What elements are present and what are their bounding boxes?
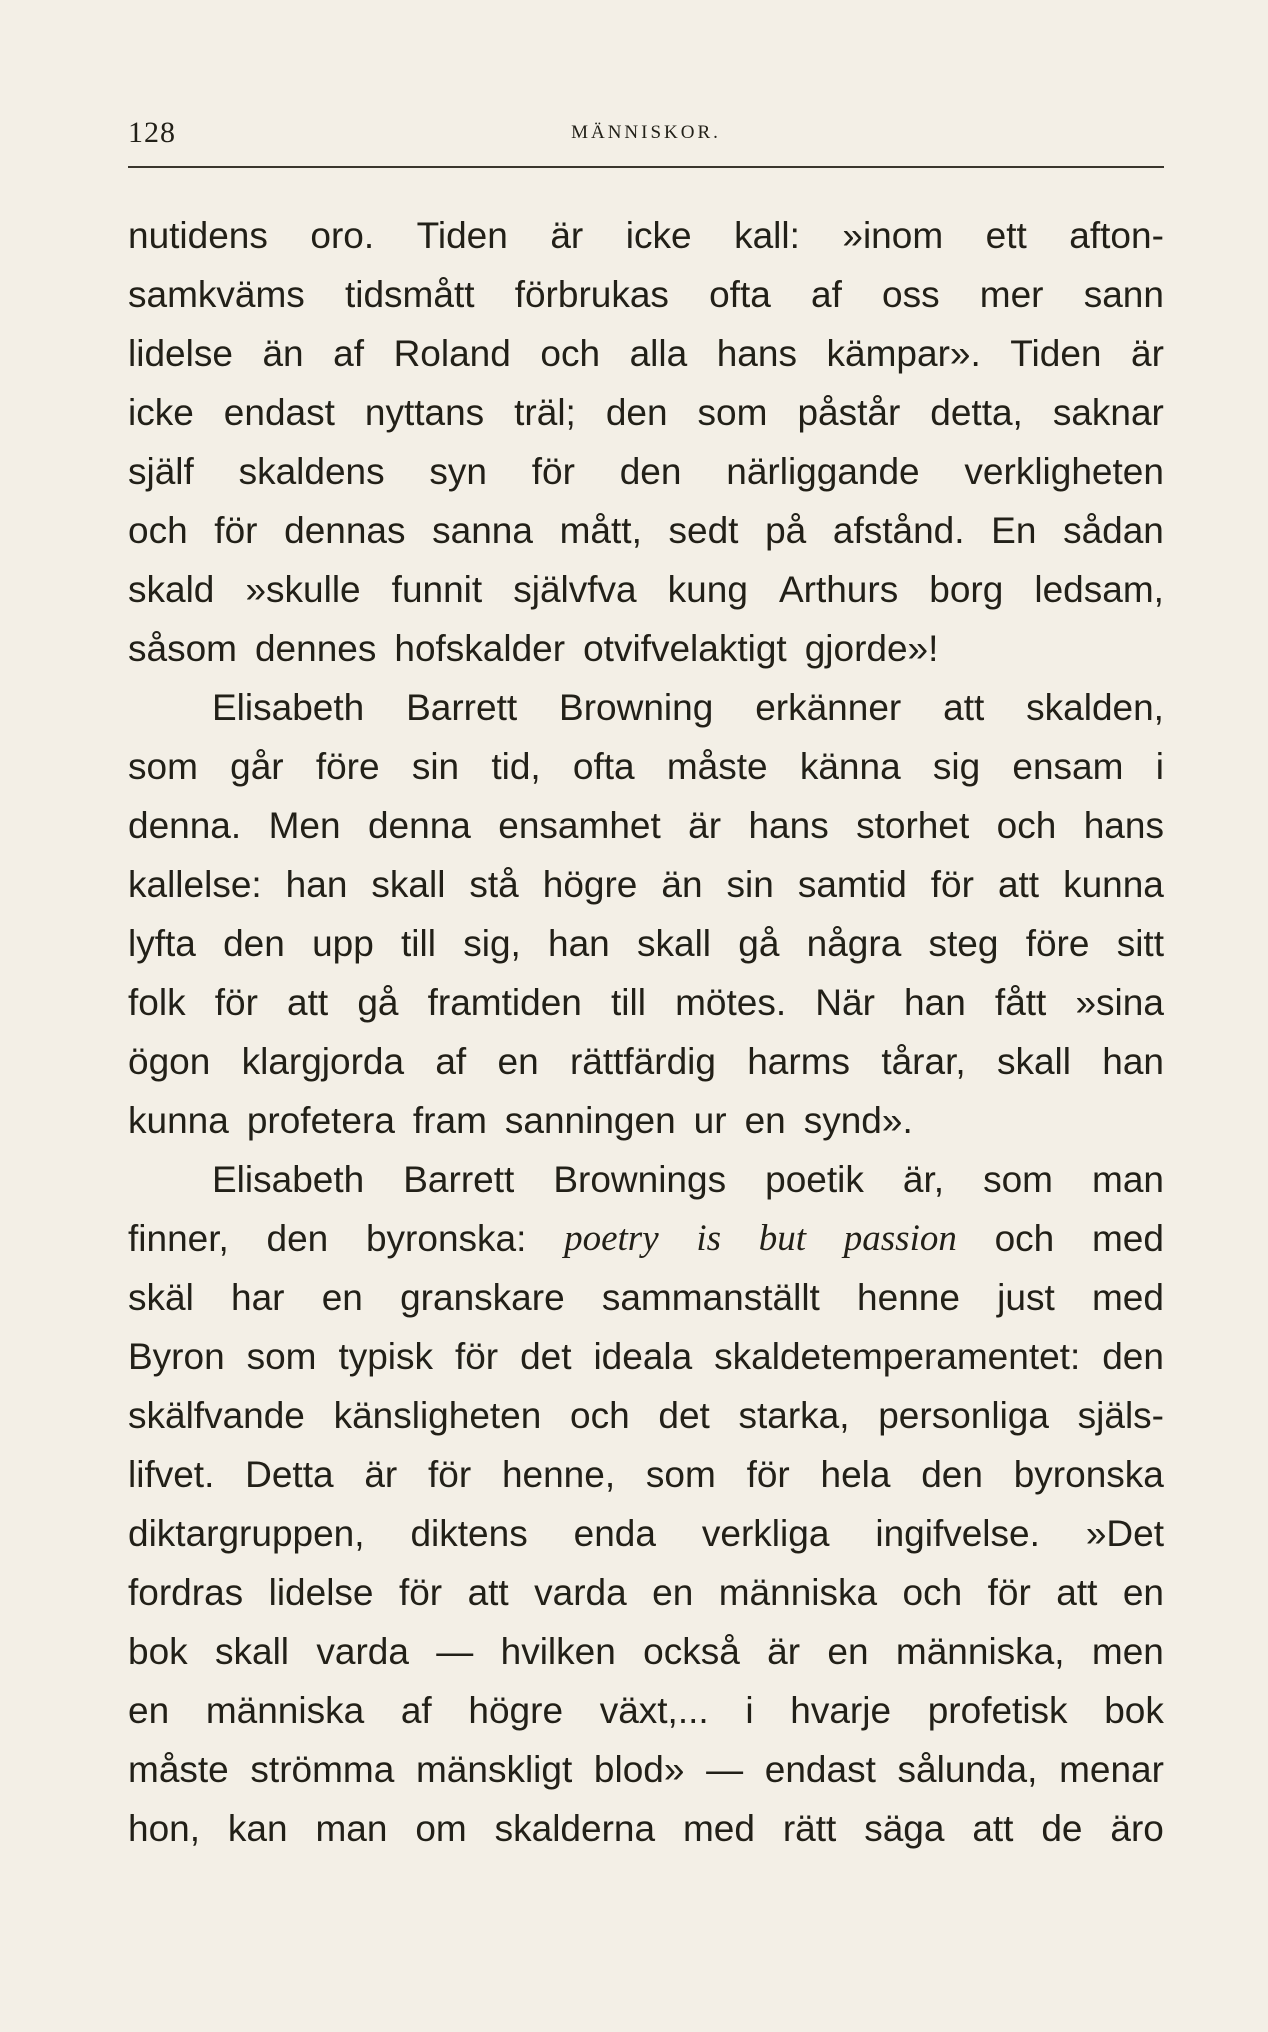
word: sig, — [463, 923, 521, 964]
word: ett — [985, 215, 1027, 256]
word: för — [428, 1454, 472, 1495]
word: för — [987, 1572, 1031, 1613]
word: den — [223, 923, 285, 964]
word: som — [697, 392, 768, 433]
word: en — [827, 1631, 869, 1672]
word: högre — [468, 1690, 564, 1731]
word: måste — [128, 1749, 229, 1790]
word: sitt — [1116, 923, 1164, 964]
word: lyfta — [128, 923, 196, 964]
word: fått — [994, 982, 1047, 1023]
running-header — [128, 112, 1164, 152]
word: af — [435, 1041, 467, 1082]
word: skalden, — [1026, 687, 1164, 728]
word: ögon — [128, 1041, 211, 1082]
word: saknar — [1052, 392, 1164, 433]
word: men — [1091, 1631, 1164, 1672]
word: man — [315, 1808, 388, 1849]
word: verkliga — [701, 1513, 830, 1554]
text-line — [128, 1799, 1164, 1858]
word: ledsam, — [1034, 569, 1164, 610]
word: folk — [128, 982, 186, 1023]
page-number: 128 — [128, 116, 176, 149]
word: än — [661, 864, 703, 905]
word: bok — [128, 1631, 188, 1672]
text-line — [128, 324, 1164, 383]
word: och — [570, 1395, 630, 1436]
text-line — [128, 678, 1164, 737]
word: gjorde»! — [804, 628, 939, 669]
word: diktens — [410, 1513, 528, 1554]
word: med — [1091, 1277, 1164, 1318]
word: Elisabeth — [212, 1159, 365, 1200]
word: oss — [882, 274, 940, 315]
text-line — [128, 1327, 1164, 1386]
word: ensam — [1012, 746, 1124, 787]
word: skaldetemperamentet: — [714, 1336, 1081, 1377]
word: samkväms — [128, 274, 305, 315]
word: han — [548, 923, 610, 964]
word: rätt — [782, 1808, 837, 1849]
word: gå — [738, 923, 780, 964]
word: varda — [316, 1631, 409, 1672]
word: högre — [542, 864, 638, 905]
word: det — [520, 1336, 572, 1377]
text-line — [128, 1740, 1164, 1799]
word: lifvet. — [128, 1454, 215, 1495]
word: den — [619, 451, 682, 492]
word: för — [214, 982, 258, 1023]
word: af — [811, 274, 842, 315]
word: poetry — [564, 1218, 659, 1259]
word: mötes. — [675, 982, 787, 1023]
word: — — [706, 1749, 744, 1790]
word: erkänner — [755, 687, 902, 728]
word: harms — [747, 1041, 851, 1082]
word: lidelse — [268, 1572, 374, 1613]
word: det — [658, 1395, 710, 1436]
word: byronska: — [365, 1218, 527, 1259]
word: skäl — [128, 1277, 194, 1318]
word: Tiden — [416, 215, 508, 256]
word: afton- — [1069, 215, 1164, 256]
word: bok — [1104, 1690, 1164, 1731]
word: finner, — [128, 1218, 229, 1259]
word: den — [605, 392, 668, 433]
word: starka, — [738, 1395, 850, 1436]
word: otvifvelaktigt — [583, 628, 787, 669]
word: förbrukas — [514, 274, 669, 315]
word: sig — [932, 746, 981, 787]
word: också — [643, 1631, 740, 1672]
word: säga — [864, 1808, 945, 1849]
word: närliggande — [726, 451, 920, 492]
word: henne, — [501, 1454, 616, 1495]
text-line — [128, 737, 1164, 796]
text-line — [128, 1032, 1164, 1091]
word: är — [1131, 333, 1164, 374]
word: den — [921, 1454, 983, 1495]
word: framtiden — [427, 982, 582, 1023]
word: för — [746, 1454, 790, 1495]
word: but — [758, 1218, 807, 1259]
word: för — [930, 864, 974, 905]
word: som — [246, 1336, 317, 1377]
word: att — [972, 1808, 1014, 1849]
word: för — [531, 451, 575, 492]
word: själf — [128, 451, 194, 492]
word: detta, — [930, 392, 1023, 433]
text-line — [128, 501, 1164, 560]
word: hela — [820, 1454, 891, 1495]
word: afstånd. — [832, 510, 965, 551]
word: tårar, — [881, 1041, 966, 1082]
word: för — [398, 1572, 443, 1613]
word: samtid — [797, 864, 907, 905]
word: Men — [268, 805, 341, 846]
text-line — [128, 855, 1164, 914]
word: skall — [996, 1041, 1071, 1082]
word: skälfvande — [128, 1395, 305, 1436]
word: af — [400, 1690, 432, 1731]
word: Barrett — [403, 1159, 515, 1200]
word: Tiden — [1010, 333, 1102, 374]
word: sedt — [668, 510, 739, 551]
word: kämpar». — [826, 333, 981, 374]
word: känna — [799, 746, 901, 787]
word: »Det — [1085, 1513, 1164, 1554]
word: den — [266, 1218, 329, 1259]
word: dennes — [254, 628, 377, 669]
text-line — [128, 1268, 1164, 1327]
word: just — [997, 1277, 1055, 1318]
word: med — [1091, 1218, 1164, 1259]
text-line — [128, 1150, 1164, 1209]
word: Detta — [245, 1454, 334, 1495]
word: rättfärdig — [569, 1041, 716, 1082]
word: ensamhet — [498, 805, 661, 846]
word: den — [1102, 1336, 1164, 1377]
word: mänskligt — [415, 1749, 573, 1790]
word: sanningen — [504, 1100, 676, 1141]
text-line — [128, 1091, 1164, 1150]
text-line — [128, 796, 1164, 855]
word: mått, — [559, 510, 642, 551]
word: sådan — [1063, 510, 1164, 551]
word: för — [214, 510, 258, 551]
word: hofskalder — [394, 628, 566, 669]
text-line — [128, 619, 1164, 678]
word: hvarje — [790, 1690, 892, 1731]
word: skall — [215, 1631, 290, 1672]
word: som — [128, 746, 198, 787]
text-line — [128, 1622, 1164, 1681]
word: och — [540, 333, 601, 374]
word: att — [997, 864, 1040, 905]
body-text — [128, 206, 1164, 1858]
word: Barrett — [406, 687, 518, 728]
word: — — [436, 1631, 474, 1672]
word: denna. — [128, 805, 242, 846]
word: tidsmått — [344, 274, 475, 315]
word: att — [943, 687, 985, 728]
text-line — [128, 265, 1164, 324]
word: hans — [1083, 805, 1164, 846]
word: som — [983, 1159, 1053, 1200]
word: kung — [667, 569, 748, 610]
word: hvilken — [500, 1631, 616, 1672]
word: sann — [1083, 274, 1164, 315]
word: skall — [371, 864, 446, 905]
word: af — [333, 333, 365, 374]
word: påstår — [797, 392, 901, 433]
word: människa — [718, 1572, 878, 1613]
word: skalderna — [494, 1808, 656, 1849]
word: diktargruppen, — [128, 1513, 365, 1554]
word: sin — [411, 746, 460, 787]
word: När — [815, 982, 875, 1023]
word: han — [285, 864, 348, 905]
word: kallelse: — [128, 864, 262, 905]
word: En — [991, 510, 1037, 551]
word: kall: — [734, 215, 800, 256]
word: människa — [205, 1690, 365, 1731]
word: tid, — [491, 746, 541, 787]
word: att — [287, 982, 329, 1023]
word: passion — [843, 1218, 957, 1259]
word: är — [364, 1454, 398, 1495]
word: synd». — [803, 1100, 913, 1141]
word: för — [454, 1336, 499, 1377]
word: skaldens — [238, 451, 385, 492]
word: strömma — [250, 1749, 395, 1790]
word: ofta — [709, 274, 771, 315]
word: på — [765, 510, 807, 551]
word: ur — [693, 1100, 727, 1141]
word: klargjorda — [241, 1041, 405, 1082]
word: »sina — [1075, 982, 1164, 1023]
word: sammanställt — [601, 1277, 820, 1318]
text-line — [128, 1504, 1164, 1563]
word: är — [767, 1631, 801, 1672]
word: man — [1092, 1159, 1164, 1200]
running-title: MÄNNISKOR. — [571, 122, 721, 143]
word: sin — [726, 864, 774, 905]
word: och — [902, 1572, 963, 1613]
word: lidelse — [128, 333, 233, 374]
word: sålunda, — [897, 1749, 1038, 1790]
word: en — [128, 1690, 170, 1731]
text-line — [128, 442, 1164, 501]
word: en — [652, 1572, 694, 1613]
text-line — [128, 206, 1164, 265]
word: Roland — [393, 333, 511, 374]
word: endast — [223, 392, 335, 433]
word: känsligheten — [333, 1395, 542, 1436]
word: syn — [429, 451, 487, 492]
word: menar — [1059, 1749, 1164, 1790]
word: is — [696, 1218, 722, 1259]
word: borg — [929, 569, 1004, 610]
word: icke — [625, 215, 692, 256]
word: i — [745, 1690, 754, 1731]
word: steg — [928, 923, 999, 964]
word: som — [645, 1454, 716, 1495]
word: Arthurs — [778, 569, 899, 610]
word: icke — [128, 392, 194, 433]
word: före — [315, 746, 380, 787]
word: kunna — [1063, 864, 1164, 905]
word: att — [1056, 1572, 1098, 1613]
word: profetera — [246, 1100, 395, 1141]
word: funnit — [391, 569, 483, 610]
word: själs- — [1077, 1395, 1164, 1436]
word: dennas — [284, 510, 406, 551]
text-line — [128, 560, 1164, 619]
text-line — [128, 914, 1164, 973]
word: en — [321, 1277, 363, 1318]
word: hans — [748, 805, 829, 846]
word: varda — [534, 1572, 627, 1613]
word: har — [231, 1277, 285, 1318]
word: såsom — [128, 628, 237, 669]
text-line — [128, 1681, 1164, 1740]
word: en — [744, 1100, 786, 1141]
word: måste — [666, 746, 768, 787]
word: människa, — [895, 1631, 1065, 1672]
word: är — [688, 805, 722, 846]
word: till — [401, 923, 436, 964]
word: går — [230, 746, 284, 787]
word: Browning — [559, 687, 714, 728]
word: personliga — [878, 1395, 1049, 1436]
word: skald — [128, 569, 215, 610]
word: »inom — [842, 215, 944, 256]
header-rule — [128, 166, 1164, 168]
word: han — [904, 982, 966, 1023]
word: skall — [637, 923, 712, 964]
word: nutidens — [128, 215, 268, 256]
word: till — [611, 982, 646, 1023]
text-line — [128, 1209, 1164, 1268]
word: oro. — [310, 215, 375, 256]
word: gå — [357, 982, 399, 1023]
word: sanna — [432, 510, 533, 551]
word: och — [128, 510, 188, 551]
word: växt,... — [599, 1690, 709, 1731]
word: mer — [979, 274, 1044, 315]
word: kunna — [128, 1100, 229, 1141]
text-line — [128, 1386, 1164, 1445]
word: en — [497, 1041, 539, 1082]
word: henne — [857, 1277, 960, 1318]
text-line — [128, 973, 1164, 1032]
word: profetisk — [927, 1690, 1068, 1731]
word: de — [1041, 1808, 1083, 1849]
word: kan — [227, 1808, 288, 1849]
word: före — [1025, 923, 1090, 964]
word: blod» — [593, 1749, 685, 1790]
word: med — [682, 1808, 755, 1849]
word: är — [550, 215, 584, 256]
word: fordras — [128, 1572, 244, 1613]
word: verkligheten — [964, 451, 1164, 492]
word: Brownings — [553, 1159, 727, 1200]
word: han — [1102, 1041, 1164, 1082]
text-line — [128, 1445, 1164, 1504]
word: Byron — [128, 1336, 225, 1377]
text-line — [128, 383, 1164, 442]
word: storhet — [856, 805, 970, 846]
word: alla — [629, 333, 688, 374]
word: om — [415, 1808, 467, 1849]
word: endast — [764, 1749, 876, 1790]
word: fram — [412, 1100, 487, 1141]
word: granskare — [400, 1277, 565, 1318]
word: i — [1155, 746, 1164, 787]
word: ofta — [572, 746, 635, 787]
word: typisk — [338, 1336, 434, 1377]
word: och — [996, 805, 1057, 846]
word: äro — [1110, 1808, 1164, 1849]
word: träl; — [514, 392, 576, 433]
word: ideala — [593, 1336, 693, 1377]
word: hans — [716, 333, 797, 374]
word: enda — [573, 1513, 656, 1554]
word: är, — [902, 1159, 945, 1200]
word: att — [467, 1572, 509, 1613]
word: stå — [469, 864, 519, 905]
word: än — [262, 333, 304, 374]
word: byronska — [1013, 1454, 1164, 1495]
word: »skulle — [245, 569, 361, 610]
word: poetik — [765, 1159, 864, 1200]
word: några — [806, 923, 902, 964]
word: och — [994, 1218, 1055, 1259]
word: nyttans — [364, 392, 485, 433]
text-line — [128, 1563, 1164, 1622]
word: ingifvelse. — [875, 1513, 1040, 1554]
word: hon, — [128, 1808, 201, 1849]
word: en — [1122, 1572, 1164, 1613]
word: Elisabeth — [212, 687, 365, 728]
word: upp — [312, 923, 374, 964]
word: självfva — [513, 569, 637, 610]
word: denna — [367, 805, 471, 846]
